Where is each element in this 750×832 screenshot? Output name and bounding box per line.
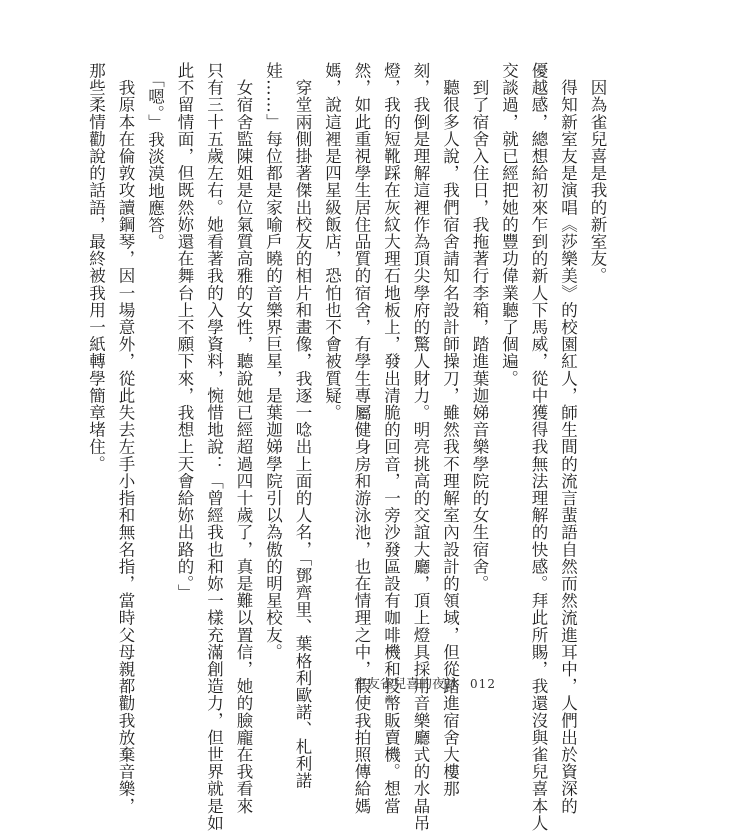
text-column: 女宿舍監陳姐是位氣質高雅的女性，聽說她已經超過四十歲了，真是難以置信，她的臉龐在我看來 — [234, 62, 253, 815]
text-column: 穿堂兩側掛著傑出校友的相片和畫像，我逐一唸出上面的人名，「鄧齊里、葉格利歐諾、札利諾 — [293, 62, 312, 790]
text-column: 燈，我的短靴踩在灰紋大理石地板上，發出清脆的回音，一旁沙發區設有咖啡機和投幣販賣機。想當 — [381, 62, 401, 815]
text-column: 優越感，總想給初來乍到的新人下馬威，從中獲得我無法理解的快感。拜此所賜，我還沒與雀兒喜本人 — [529, 62, 548, 832]
text-column: 娃……」每位都是家喻戶曉的音樂界巨星，是葉迦娣學院引以為傲的明星校友。 — [263, 62, 283, 661]
text-column: 到了宿舍入住日，我拖著行李箱，踏進葉迦娣音樂學院的女生宿舍。 — [470, 62, 489, 593]
text-column: 媽，說這裡是四星級飯店，恐怕也不會被質疑。 — [322, 62, 342, 422]
text-column: 只有三十五歲左右。她看著我的入學資料，惋惜地說：「曾經我也和妳一樣充滿創造力，但世界就是如 — [204, 62, 224, 832]
page-footer — [0, 673, 750, 692]
text-column: 然，如此重視學生居住品質的宿舍，有學生專屬健身房和游泳池，也在情理之中，假使我拍照傳給媽 — [352, 62, 371, 815]
text-column: 此不留情面，但既然妳還在舞台上不願下來，我想上天會給妳出路的。」 — [175, 62, 194, 601]
text-column: 因為雀兒喜是我的新室友。 — [588, 62, 607, 285]
text-column: 得知新室友是演唱《莎樂美》的校園紅人，師生間的流言蜚語自然而然流進耳中，人們出於資深的 — [558, 62, 578, 815]
text-column: 我原本在倫敦攻讀鋼琴，因一場意外，從此失去左手小指和無名指，當時父母親都勸我放棄音樂， — [116, 62, 135, 815]
page-number: 012 — [470, 677, 496, 691]
running-title: 室友雀兒喜的夜詠 — [354, 677, 459, 692]
text-column: 刻，我倒是理解這裡作為頂尖學府的驚人財力。明亮挑高的交誼大廳，頂上燈具採用音樂廳式的水晶吊 — [411, 62, 430, 832]
text-column: 那些柔情勸說的話語，最終被我用一紙轉學簡章堵住。 — [86, 62, 106, 473]
text-column: 聽很多人說，我們宿舍請知名設計師操刀，雖然我不理解室內設計的領域，但從踏進宿舍大樓那 — [440, 62, 460, 798]
text-column: 「嗯。」我淡漠地應答。 — [145, 62, 165, 251]
text-column: 交談過，就已經把她的豐功偉業聽了個遍。 — [499, 62, 519, 387]
